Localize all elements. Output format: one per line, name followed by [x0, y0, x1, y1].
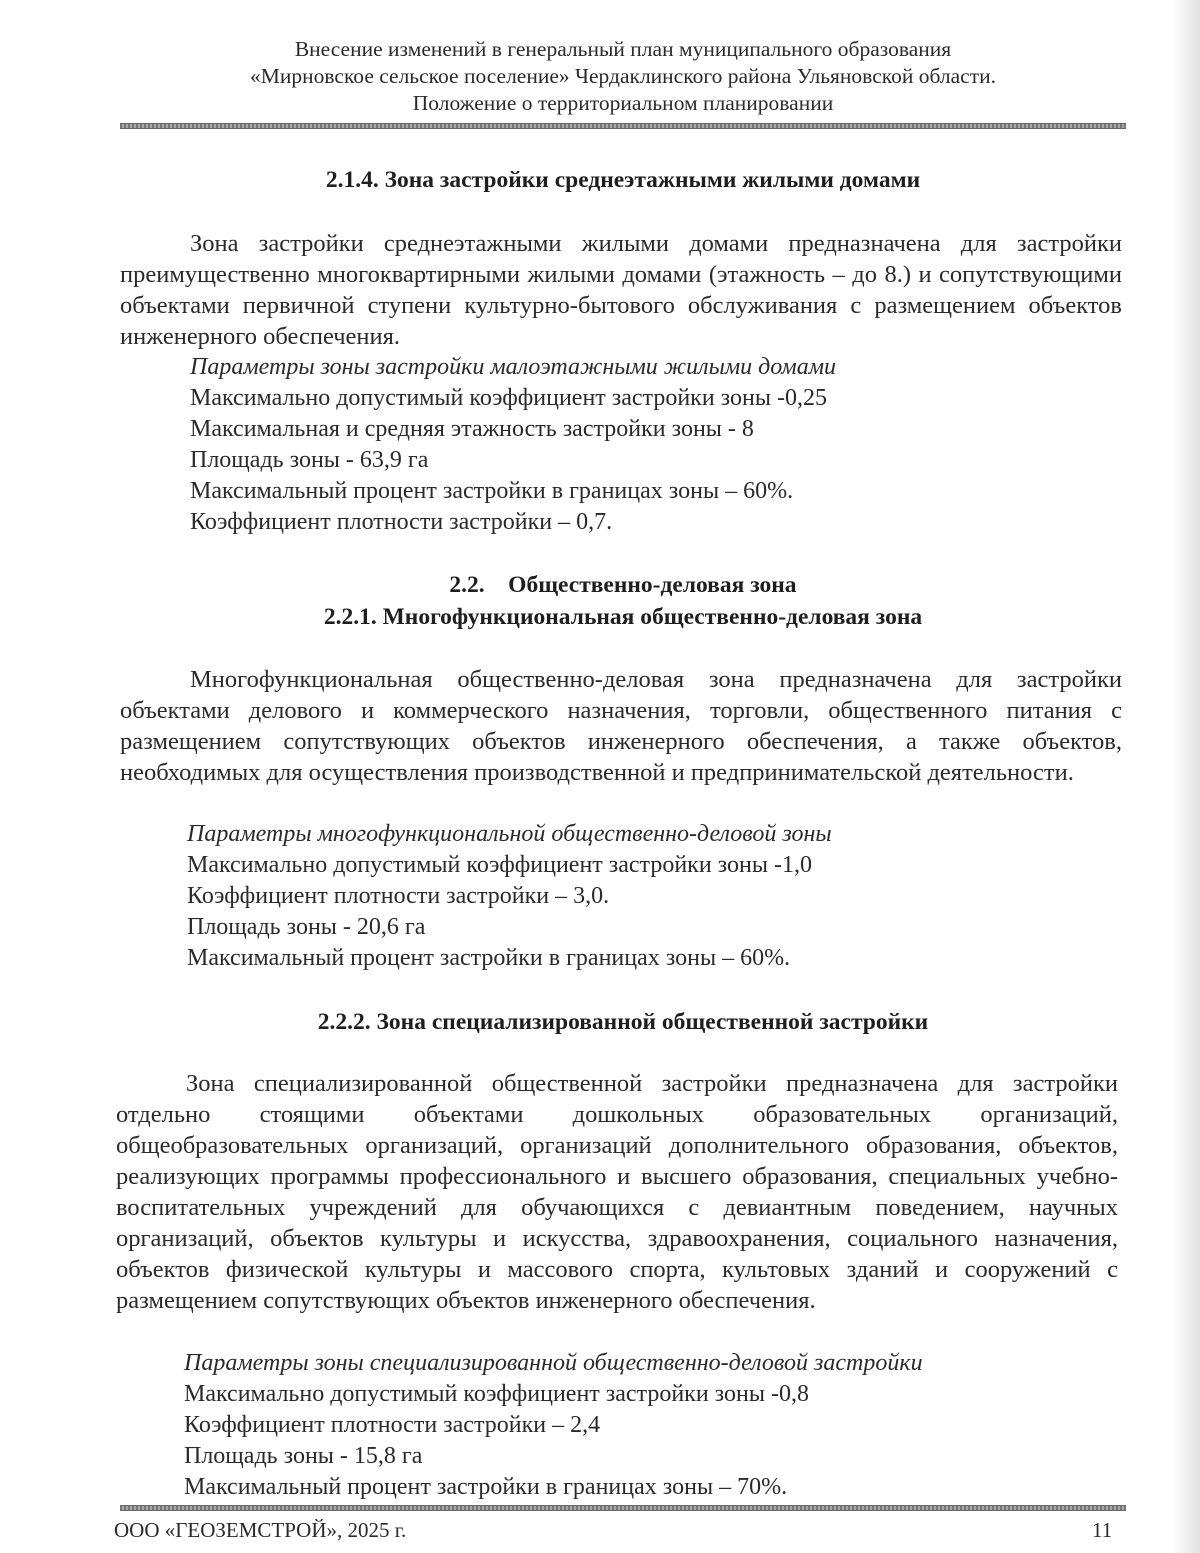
params-list-2-2-2 — [184, 1348, 1124, 1503]
document-header — [120, 36, 1126, 117]
param-item: Максимальный процент застройки в границах зоны – 60%. — [190, 478, 794, 504]
param-item: Максимально допустимый коэффициент застройки зоны -0,25 — [190, 385, 827, 411]
param-item: Коэффициент плотности застройки – 2,4 — [184, 1412, 601, 1438]
param-item: Площадь зоны - 20,6 га — [187, 914, 426, 940]
param-item: Максимальная и средняя этажность застройки зоны - 8 — [190, 416, 754, 442]
paragraph-2-2-2: Зона специализированной общественной застройки предназначена для застройки отдельно стоящими объектами дошкольных образовательных организаций, общеобразовательных организаций, организаций дополнительного образования, объектов, реализующих программы профессионального и высшего образования, специальных учебно-воспитательных учреждений для обучающихся с девиантным поведением, научных организаций, объектов культуры и искусства, здравоохранения, социального назначения, объектов физической культуры и массового спорта, культовых зданий и сооружений с размещением сопутствующих объектов инженерного обеспечения. — [116, 1070, 1118, 1314]
params-title: Параметры зоны специализированной общественно-деловой застройки — [184, 1350, 923, 1376]
header-line-1: Внесение изменений в генеральный план муниципального образования — [294, 37, 952, 61]
header-divider — [120, 123, 1126, 129]
param-item: Максимальный процент застройки в границах зоны – 60%. — [187, 945, 791, 971]
paragraph-2-1-4: Зона застройки среднеэтажными жилыми домами предназначена для застройки преимущественно многоквартирными жилыми домами (этажность – до 8.) и сопутствующими объектами первичной ступени культурно-бытового обслуживания с размещением объектов инженерного обеспечения. — [120, 230, 1122, 350]
header-line-2: «Мирновское сельское поселение» Чердаклинского района Ульяновской области. — [250, 64, 996, 88]
param-item: Максимально допустимый коэффициент застройки зоны -0,8 — [184, 1381, 809, 1407]
page-number: 11 — [1092, 1518, 1113, 1542]
footer-divider — [120, 1505, 1126, 1511]
param-item: Коэффициент плотности застройки – 0,7. — [190, 509, 613, 535]
param-item: Площадь зоны - 15,8 га — [184, 1443, 423, 1469]
params-title: Параметры многофункциональной общественно-деловой зоны — [187, 821, 832, 847]
params-title: Параметры зоны застройки малоэтажными жилыми домами — [190, 354, 837, 380]
header-line-3: Положение о территориальном планировании — [412, 91, 834, 115]
footer-company: ООО «ГЕОЗЕМСТРОЙ», 2025 г. — [114, 1518, 407, 1542]
params-list-2-1-4 — [190, 352, 1130, 538]
paragraph-2-2-1: Многофункциональная общественно-деловая зона предназначена для застройки объектами делового и коммерческого назначения, торговли, общественного питания с размещением сопутствующих объектов инженерного обеспечения, а также объектов, необходимых для осуществления производственной и предпринимательской деятельности. — [120, 666, 1122, 786]
param-item: Максимально допустимый коэффициент застройки зоны -1,0 — [187, 852, 812, 878]
param-item: Коэффициент плотности застройки – 3,0. — [187, 883, 610, 909]
heading-2-1-4: 2.1.4. Зона застройки среднеэтажными жилыми домами — [325, 167, 921, 193]
param-item: Площадь зоны - 63,9 га — [190, 447, 429, 473]
params-list-2-2-1 — [187, 819, 1127, 974]
heading-2-2-2: 2.2.2. Зона специализированной общественной застройки — [317, 1009, 929, 1035]
heading-2-2-1: 2.2.1. Многофункциональная общественно-деловая зона — [323, 604, 923, 630]
page-edge-shadow — [1172, 0, 1200, 1553]
param-item: Максимальный процент застройки в границах зоны – 70%. — [184, 1474, 788, 1500]
heading-2-2: 2.2. Общественно-деловая зона — [449, 572, 797, 598]
